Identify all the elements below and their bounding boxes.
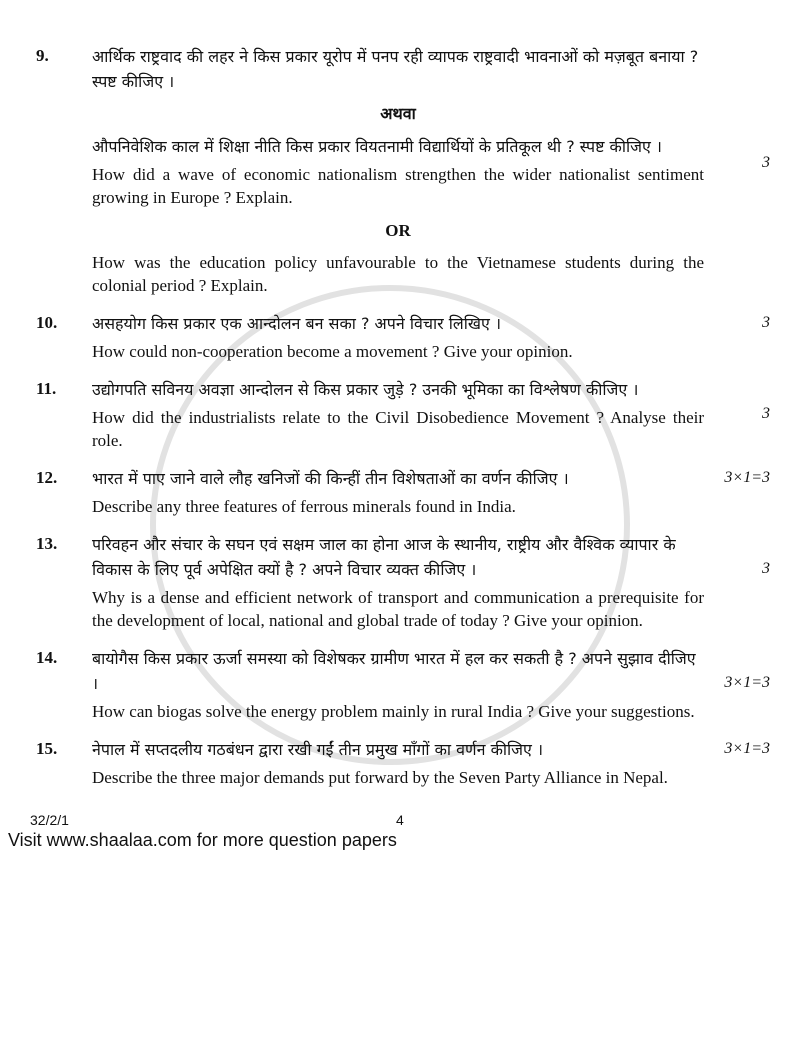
question-number: 11. — [36, 379, 57, 398]
question-number: 14. — [36, 648, 58, 667]
marks: 3 — [762, 314, 770, 331]
question-text-english: How did the industrialists relate to the Civil Disobedience Movement ? Analyse their role. — [92, 408, 704, 450]
question-text-hindi: असहयोग किस प्रकार एक आन्दोलन बन सका ? अपने विचार लिखिए । — [92, 314, 502, 333]
question-text-hindi: बायोगैस किस प्रकार ऊर्जा समस्या को विशेषकर ग्रामीण भारत में हल कर सकती है ? अपने सुझाव दीजिए । — [92, 649, 696, 693]
marks: 3×1=3 — [724, 469, 770, 486]
marks: 3 — [762, 405, 770, 422]
question-text-english: Describe any three features of ferrous minerals found in India. — [92, 497, 516, 516]
question-number: 9. — [36, 46, 49, 65]
question-text-hindi: आर्थिक राष्ट्रवाद की लहर ने किस प्रकार यूरोप में पनप रही व्यापक राष्ट्रवादी भावनाओं को मज़बूत बनाया ? स्पष्ट कीजिए । — [92, 47, 699, 91]
question-9 — [0, 44, 800, 297]
question-number: 12. — [36, 468, 58, 487]
question-13 — [0, 532, 800, 632]
visit-link[interactable]: Visit www.shaalaa.com for more question papers — [8, 830, 397, 850]
marks: 3×1=3 — [724, 674, 770, 691]
paper-code: 32/2/1 — [30, 812, 69, 828]
question-text-hindi: उद्योगपति सविनय अवज्ञा आन्दोलन से किस प्रकार जुड़े ? उनकी भूमिका का विश्लेषण कीजिए । — [92, 380, 639, 399]
marks: 3 — [762, 154, 770, 171]
page-number: 4 — [396, 812, 404, 828]
marks: 3×1=3 — [724, 740, 770, 757]
question-text-hindi: भारत में पाए जाने वाले लौह खनिजों की किन्हीं तीन विशेषताओं का वर्णन कीजिए । — [92, 469, 569, 488]
question-number: 10. — [36, 313, 58, 332]
question-10 — [0, 311, 800, 363]
question-text-english: How could non-cooperation become a movement ? Give your opinion. — [92, 342, 573, 361]
or-english: OR — [385, 221, 411, 240]
question-15 — [0, 737, 800, 789]
page-footer — [0, 803, 800, 857]
question-text-hindi: नेपाल में सप्तदलीय गठबंधन द्वारा रखी गईं तीन प्रमुख माँगों का वर्णन कीजिए । — [92, 740, 544, 759]
question-14 — [0, 646, 800, 723]
or-hindi: अथवा — [380, 104, 416, 123]
question-text-english: How did a wave of economic nationalism strengthen the wider nationalist sentiment growing in Europe ? Explain. — [92, 165, 704, 207]
alt-question-text-english: How was the education policy unfavourable to the Vietnamese students during the colonial period ? Explain. — [92, 253, 704, 295]
question-text-english: How can biogas solve the energy problem mainly in rural India ? Give your suggestions. — [92, 702, 695, 721]
marks: 3 — [762, 560, 770, 577]
question-11 — [0, 377, 800, 452]
question-number: 13. — [36, 534, 58, 553]
question-number: 15. — [36, 739, 58, 758]
question-text-english: Describe the three major demands put forward by the Seven Party Alliance in Nepal. — [92, 768, 668, 787]
question-12 — [0, 466, 800, 518]
alt-question-text-hindi: औपनिवेशिक काल में शिक्षा नीति किस प्रकार वियतनामी विद्यार्थियों के प्रतिकूल थी ? स्पष्ट कीजिए । — [92, 137, 662, 156]
question-text-english: Why is a dense and efficient network of transport and communication a prerequisite for the development of local, national and global trade of today ? Give your opinion. — [92, 588, 704, 630]
question-text-hindi: परिवहन और संचार के सघन एवं सक्षम जाल का होना आज के स्थानीय, राष्ट्रीय और वैश्विक व्यापार के विकास के लिए पूर्व अपेक्षित क्यों है ? अपने विचार व्यक्त कीजिए । — [92, 535, 676, 579]
